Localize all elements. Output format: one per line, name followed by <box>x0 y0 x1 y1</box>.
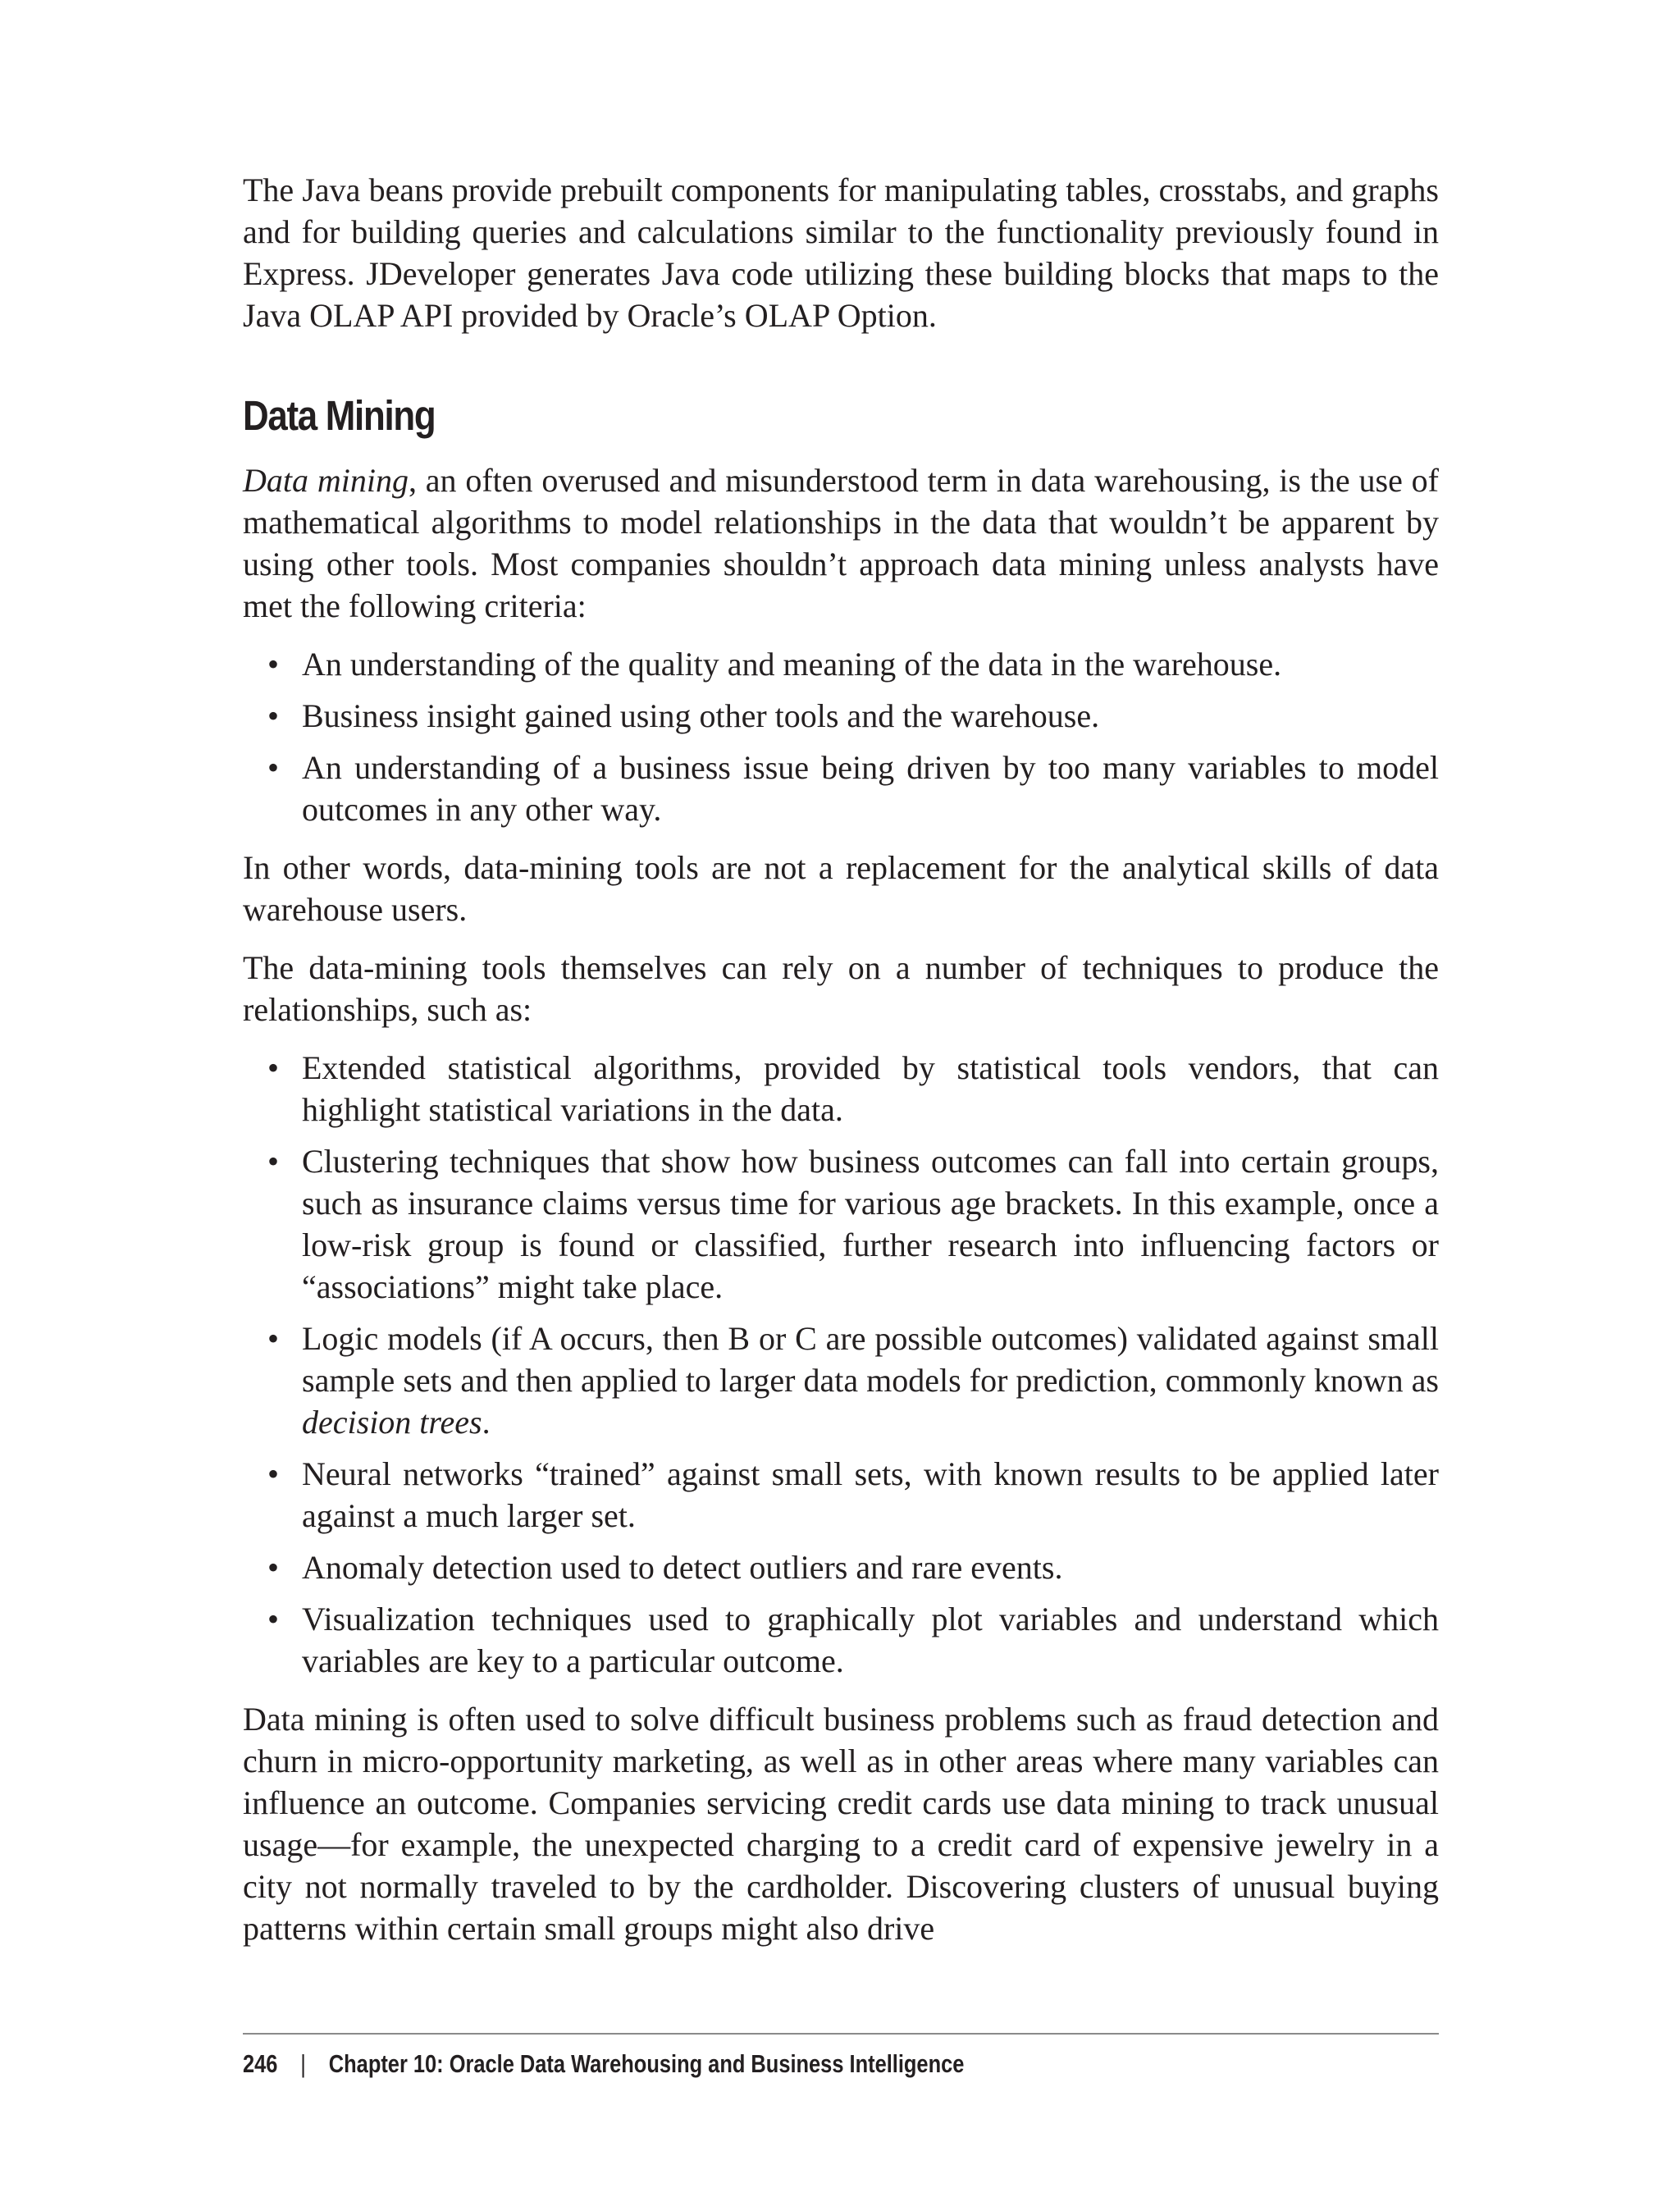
list-item <box>243 695 1439 737</box>
bullet-icon: • <box>267 646 280 683</box>
paragraph-applications: Data mining is often used to solve difficult business problems such as fraud detection and churn in micro-opportunity marketing, as well as in other areas where many variables can influence an outcome. Companies servicing credit cards use data mining to track unusual usage—for example, the unexpected charging to a credit card of expensive jewelry in a city not normally traveled to by the cardholder. Discovering clusters of unusual buying patterns within certain small groups might also drive <box>243 1701 1439 1947</box>
list-item <box>243 1598 1439 1682</box>
list-item-text: Anomaly detection used to detect outliers and rare events. <box>302 1549 1063 1586</box>
list-item-text: An understanding of a business issue being driven by too many variables to model outcomes in any other way. <box>302 749 1439 828</box>
paragraph-other-words: In other words, data-mining tools are not a replacement for the analytical skills of data warehouse users. <box>243 849 1439 928</box>
bullet-icon: • <box>267 749 280 786</box>
list-item <box>243 1140 1439 1308</box>
list-item <box>243 643 1439 685</box>
list-item-text: Clustering techniques that show how business outcomes can fall into certain groups, such as insurance claims versus time for various age brackets. In this example, once a low-risk group is found or classified, further research into influencing factors or “associations” might take place. <box>302 1143 1439 1305</box>
bullet-icon: • <box>267 1049 280 1086</box>
section-heading: Data Mining <box>243 392 436 439</box>
list-item-text <box>302 1320 1439 1441</box>
list-item <box>243 1546 1439 1588</box>
list-item-text: Extended statistical algorithms, provided by statistical tools vendors, that can highlight statistical variations in the data. <box>302 1049 1439 1128</box>
criteria-list <box>243 643 1439 830</box>
bullet-icon: • <box>267 1601 280 1637</box>
list-item-text-start: Logic models (if A occurs, then B or C are possible outcomes) validated against small sample sets and then applied to larger data models for prediction, commonly known as <box>302 1320 1439 1399</box>
techniques-list <box>243 1047 1439 1682</box>
definition-paragraph <box>243 459 1439 627</box>
bullet-icon: • <box>267 1549 280 1586</box>
list-item-text: Neural networks “trained” against small sets, with known results to be applied later against a much larger set. <box>302 1455 1439 1534</box>
list-item <box>243 747 1439 830</box>
definition-text: , an often overused and misunderstood term in data warehousing, is the use of mathematical algorithms to model relationships in the data that wouldn’t be apparent by using other tools. Most companies shouldn’t approach data mining unless analysts have met the following criteria: <box>243 462 1439 624</box>
page-footer <box>243 2033 1439 2080</box>
list-item <box>243 1453 1439 1537</box>
bullet-icon: • <box>267 1143 280 1180</box>
list-item <box>243 1047 1439 1130</box>
list-item-text: An understanding of the quality and meaning of the data in the warehouse. <box>302 646 1282 683</box>
intro-paragraph: The Java beans provide prebuilt components for manipulating tables, crosstabs, and graphs and for building queries and calculations similar to the functionality previously found in Express. JDeveloper generates Java code utilizing these building blocks that maps to the Java OLAP API provided by Oracle’s OLAP Option. <box>243 171 1439 334</box>
bullet-icon: • <box>267 1320 280 1357</box>
page-body <box>243 169 1439 1949</box>
list-item-text: Business insight gained using other tools and the warehouse. <box>302 697 1100 734</box>
footer-row <box>243 2048 1224 2080</box>
footer-separator: | <box>300 2049 306 2078</box>
term-decision-trees: decision trees <box>302 1404 482 1441</box>
bullet-icon: • <box>267 1455 280 1492</box>
list-item <box>243 1318 1439 1443</box>
list-item-text-end: . <box>482 1404 491 1441</box>
list-item-text: Visualization techniques used to graphically plot variables and understand which variables are key to a particular outcome. <box>302 1601 1439 1679</box>
bullet-icon: • <box>267 697 280 734</box>
chapter-title: Chapter 10: Oracle Data Warehousing and Business Intelligence <box>328 2049 965 2078</box>
term-data-mining: Data mining <box>243 462 409 499</box>
page-number: 246 <box>243 2049 278 2078</box>
paragraph-techniques-intro: The data-mining tools themselves can rely on a number of techniques to produce the relationships, such as: <box>243 949 1439 1028</box>
